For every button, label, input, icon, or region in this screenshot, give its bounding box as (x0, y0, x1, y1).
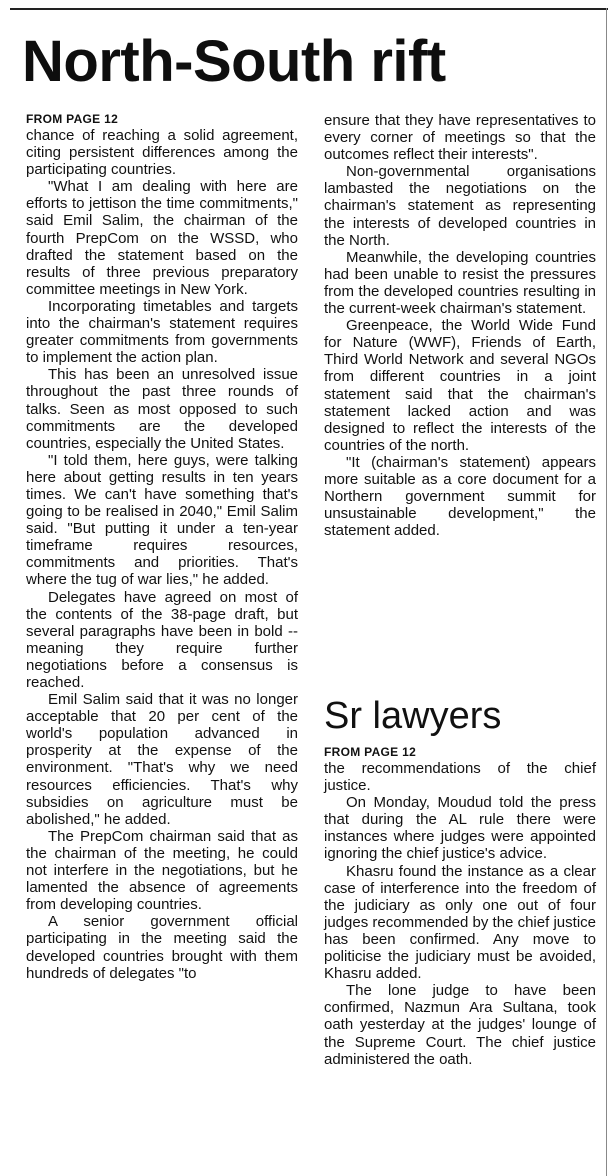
article-paragraph: The lone judge to have been confirmed, Nazmun Ara Sultana, took oath yesterday at the judges' lounge of the Supreme Court. The chief justice administered the oath. (324, 982, 596, 1068)
main-article-column-left (26, 112, 298, 982)
article-paragraph: A senior government official participating in the meeting said the developed countries brought with them hundreds of delegates "to (26, 913, 298, 982)
article-paragraph: Incorporating timetables and targets into the chairman's statement requires greater commitments from governments to implement the action plan. (26, 297, 298, 367)
article-paragraph: On Monday, Moudud told the press that during the AL rule there were instances where judges were appointed ignoring the chief justice's advice. (324, 794, 596, 863)
article-paragraph: Khasru found the instance as a clear case of interference into the freedom of the judiciary as only one out of four judges recommended by the chief justice has been confirmed. Any move to politicise the judiciary must be avoided, Khasru added. (324, 862, 596, 983)
main-article-column-right (324, 112, 596, 539)
article-paragraph: The PrepCom chairman said that as the chairman of the meeting, he could not interfere in the negotiations, but he lamented the absence of agreements from developing countries. (26, 827, 298, 914)
article-paragraph: Greenpeace, the World Wide Fund for Nature (WWF), Friends of Earth, Third World Network and several NGOs from different countries in a joint statement said that the chairman's statement lacked action and was designed to reflect the interests of the countries of the north. (324, 317, 596, 454)
article-paragraph: "I told them, here guys, were talking here about getting results in ten years times. We can't have something that's going to be realised in 2040," Emil Salim said. "But putting it under a ten-year timeframe requires resources, commitments and priorities. That's where the tug of war lies," he added. (26, 451, 298, 589)
article-paragraph: Delegates have agreed on most of the contents of the 38-page draft, but several paragraphs have been in bold -- meaning they require further negotiations before a consensus is reached. (26, 588, 298, 691)
article-paragraph: ensure that they have representatives to every corner of meetings so that the outcomes reflect their interests". (324, 112, 596, 164)
article-paragraph: Meanwhile, the developing countries had been unable to resist the pressures from the developed countries resulting in the current-week chairman's statement. (324, 248, 596, 318)
column-rule (606, 8, 607, 1176)
article-paragraph: This has been an unresolved issue throughout the past three rounds of talks. Seen as most opposed to such commitments are the developed countries, especially the United States. (26, 366, 298, 452)
page-title: North-South rift (22, 29, 446, 94)
article-paragraph: chance of reaching a solid agreement, citing persistent differences among the participating countries. (26, 127, 298, 179)
top-rule (10, 8, 608, 10)
article-paragraph: Emil Salim said that it was no longer acceptable that 20 per cent of the world's population advanced in prosperity at the expense of the environment. "That's why we need resources efficiencies. That's why subsidies on agriculture must be abolished," he added. (26, 691, 298, 828)
article-paragraph: Non-governmental organisations lambasted the negotiations on the chairman's statement as representing the interests of developed countries in the North. (324, 163, 596, 249)
article-paragraph: the recommendations of the chief justice. (324, 760, 596, 795)
article-paragraph: "What I am dealing with here are efforts to jettison the time commitments," said Emil Salim, the chairman of the fourth PrepCom on the WSSD, who drafted the statement based on the results of three previous preparatory committee meetings in New York. (26, 178, 298, 298)
article-paragraph: "It (chairman's statement) appears more suitable as a core document for a Northern government summit for unsustainable development," the statement added. (324, 453, 596, 540)
byline: FROM PAGE 12 (324, 745, 417, 759)
secondary-headline: Sr lawyers (324, 695, 502, 737)
secondary-article-column (324, 745, 596, 1068)
byline: FROM PAGE 12 (26, 112, 119, 126)
